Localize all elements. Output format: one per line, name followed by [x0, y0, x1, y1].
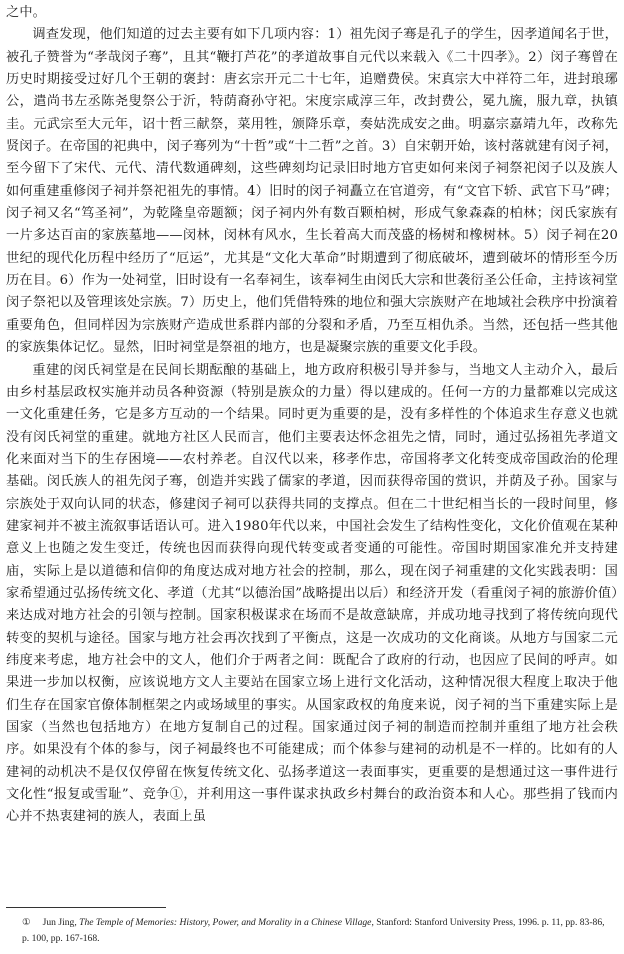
opening-line: 之中。 [6, 5, 47, 20]
footnote-author: Jun Jing, [42, 917, 80, 928]
paragraph-2: 重建的闵氏祠堂是在民间长期酝酿的基础上，地方政府积极引导并参与，当地文人主动介入，最后由乡村基层政权实施并动员各种资源（特别是族众的力量）得以建成的。任何一方的力量都难以完成这一文化重建任务，它是多方互动的一个结果。同时更为重要的是，没有多样性的个体追求生存意义也就没有闵氏祠堂的重建。就地方社区人民而言，他们主要表达怀念祖先之情，同时，通过弘扬祖先孝道文化来面对当下的生存困境——农村养老。自汉代以来，移孝作忠，帝国将孝文化转变成帝国政治的伦理基础。闵氏族人的祖先闵子骞，创造并实践了儒家的孝道，因而获得帝国的赏识，并荫及子孙。国家与宗族处于双向认同的状态，修建闵子祠可以获得共同的支撑点。但在二十世纪相当长的一段时间里，修建家祠并不被主流叙事话语认可。进入1980年代以来，中国社会发生了结构性变化，文化价值观在某种意义上也随之发生变迁，传统也因而获得向现代转变或者变通的可能性。帝国时期国家准允并支持建庙，实际上是以道德和信仰的角度达成对地方社会的控制，那么，现在闵子祠重建的文化实践表明：国家希望通过弘扬传统文化、孝道（尤其“以德治国”战略提出以后）和经济开发（看重闵子祠的旅游价值）来达成对地方社会的引领与控制。国家积极谋求在场而不是故意缺席，并成功地寻找到了将传统向现代转变的契机与途径。国家与地方社会再次找到了平衡点，这是一次成功的文化商谈。从地方与国家二元纬度来考虑，地方社会中的文人，他们介于两者之间：既配合了政府的行动，也因应了民间的呼声。如果进一步加以权衡，应该说地方文人主要站在国家立场上进行文化活动，这种情况很大程度上取决于他们生存在国家官僚体制框架之内或场域里的事实。从国家政权的角度来说，闵子祠的当下重建实际上是国家（当然也包括地方）在地方复制自己的过程。国家通过闵子祠的制造而控制并重组了地方社会秩序。如果没有个体的参与，闵子祠最终也不可能建成；而个体参与建祠的动机是不一样的。比如有的人建祠的动机决不是仅仅停留在恢复传统文化、弘扬孝道这一表面事实，更重要的是想通过这一事件进行文化性“报复或雪耻”、竞争①，并利用这一事件谋求执政乡村舞台的政治资本和人心。那些捐了钱而内心并不热衷建祠的族人，表面上虽 [6, 362, 618, 825]
footnote [22, 915, 612, 947]
paragraph-1: 调查发现，他们知道的过去主要有如下几项内容：1）祖先闵子骞是孔子的学生，因孝道闻名于世，被孔子赞誉为“孝哉闵子骞”，且其“鞭打芦花”的孝道故事自元代以来载入《二十四孝》。2）闵子骞曾在历史时期接受过好几个王朝的褒封：唐玄宗开元二十七年，追赠费侯。宋真宗大中祥符二年，进封琅琊公，遣尚书左丞陈尧叟祭公于沂，特荫裔孙守祀。宋度宗咸淳三年，改封费公，冕九旒，服九章，执镇圭。元武宗至大元年，诏十哲三献祭，菜用牲，颁降乐章，奏姑洗成安之曲。明嘉宗嘉靖九年，改称先贤闵子。在帝国的祀典中，闵子骞列为“十哲”或“十二哲”之首。3）自宋朝开始，该村落就建有闵子祠，至今留下了宋代、元代、清代数通碑刻，这些碑刻均记录旧时地方官吏如何来闵子祠祭祀闵子以及族人如何重建重修闵子祠并祭祀祖先的事情。4）旧时的闵子祠矗立在官道旁，有“文官下轿、武官下马”碑；闵子祠又名“笃圣祠”，为乾隆皇帝题额；闵子祠内外有数百颗柏树，形成气象森森的柏林；闵氏家族有一片多达百亩的家族墓地——闵林，闵林有风水，生长着高大而茂盛的杨树和橡树林。5）闵子祠在20世纪的现代化历程中经历了“厄运”，尤其是“文化大革命”时期遭到了彻底破坏，遭到破坏的情形至今历历在目。6）作为一处祠堂，旧时设有一名奉祠生，该奉祠生由闵氏大宗和世袭衍圣公任命，主持该祠堂闵子祭祀以及管理该处宗族。7）历史上，他们凭借特殊的地位和强大宗族财产在地域社会秩序中扮演着重要角色，但同样因为宗族财产造成世系群内部的分裂和矛盾，乃至互相仇杀。当然，还包括一些其他的家族集体记忆。显然，旧时祠堂是祭祖的地方，也是凝聚宗族的重要文化手段。 [6, 27, 618, 356]
document-page [6, 2, 618, 829]
footnote-publication: , Stanford: Stanford University Press, 1996. p. 11, pp. 83-86, p. 100, pp. 167-168. [22, 917, 605, 944]
footnote-book-title: The Temple of Memories: History, Power, and Morality in a Chinese Village [79, 917, 372, 928]
footnote-marker: ① [22, 917, 31, 928]
footnote-divider [6, 907, 166, 908]
